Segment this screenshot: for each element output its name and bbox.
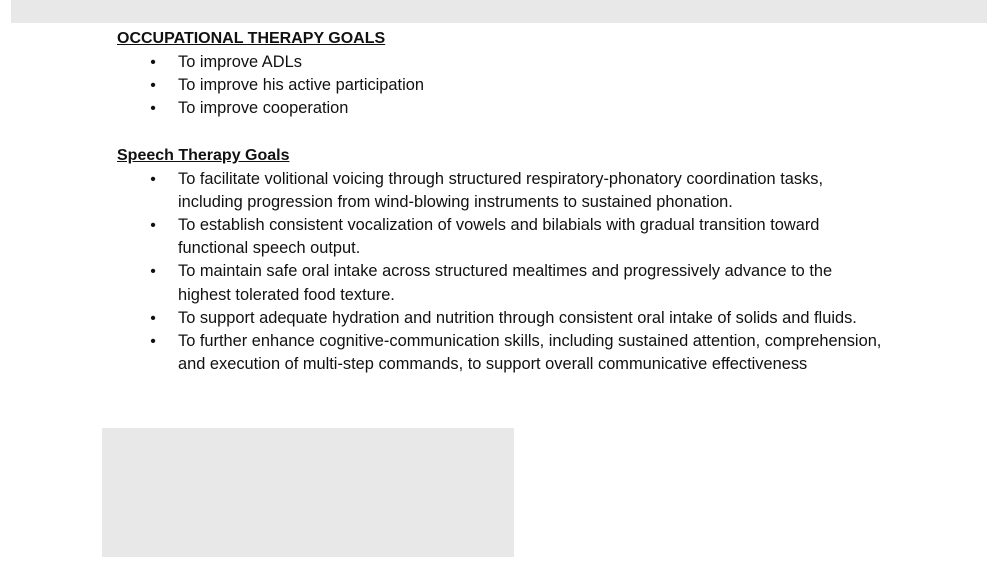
occupational-therapy-heading: OCCUPATIONAL THERAPY GOALS bbox=[117, 30, 386, 47]
speech-therapy-section bbox=[117, 145, 887, 377]
bullet-icon: • bbox=[150, 333, 156, 351]
speech-therapy-heading: Speech Therapy Goals bbox=[117, 146, 290, 164]
goal-text: To facilitate volitional voicing through structured respiratory-phonatory coordination tasks, including progression from wind-blowing instruments to sustained phonation. bbox=[178, 169, 824, 211]
bullet-icon: • bbox=[150, 170, 156, 188]
list-item bbox=[117, 307, 887, 330]
goal-text: To improve his active participation bbox=[178, 76, 424, 95]
bullet-icon: • bbox=[150, 54, 156, 71]
list-item bbox=[117, 97, 887, 120]
bullet-icon: • bbox=[150, 309, 156, 327]
bullet-icon: • bbox=[150, 217, 156, 235]
goal-text: To improve cooperation bbox=[178, 99, 349, 118]
goal-text: To maintain safe oral intake across structured mealtimes and progressively advance to the highest tolerated food texture. bbox=[178, 262, 833, 304]
list-item bbox=[117, 74, 887, 97]
speech-therapy-goal-list bbox=[117, 168, 887, 377]
document-content bbox=[117, 28, 887, 376]
list-item bbox=[117, 260, 887, 306]
bullet-icon: • bbox=[150, 100, 156, 118]
occupational-therapy-section bbox=[117, 28, 887, 121]
occupational-therapy-goal-list bbox=[117, 51, 887, 121]
goal-text: To support adequate hydration and nutrition through consistent oral intake of solids and fluids. bbox=[178, 308, 857, 327]
goal-text: To establish consistent vocalization of vowels and bilabials with gradual transition toward functional speech output. bbox=[178, 216, 820, 258]
redacted-image-area bbox=[102, 428, 514, 557]
list-item bbox=[117, 330, 887, 376]
goal-text: To improve ADLs bbox=[178, 53, 302, 71]
list-item bbox=[117, 168, 887, 214]
redacted-header-area bbox=[11, 0, 987, 23]
list-item bbox=[117, 214, 887, 260]
bullet-icon: • bbox=[150, 263, 156, 281]
bullet-icon: • bbox=[150, 77, 156, 95]
list-item bbox=[117, 51, 887, 74]
goal-text: To further enhance cognitive-communication skills, including sustained attention, comprehension, and execution of multi-step commands, to support overall communicative effectiveness bbox=[178, 332, 882, 374]
